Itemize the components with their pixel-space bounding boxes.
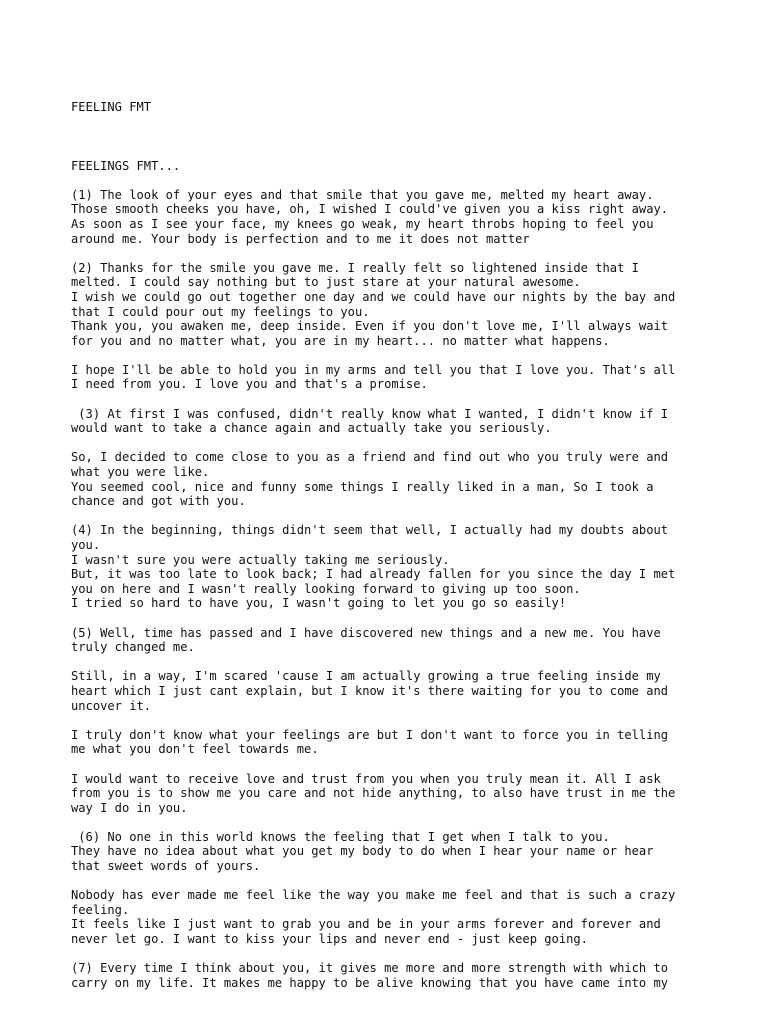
text-line: (3) At first I was confused, didn't really know what I wanted, I didn't know if I [71,406,669,421]
text-line: They have no idea about what you get my body to do when I hear your name or hear [71,844,654,859]
text-line: carry on my life. It makes me happy to be alive knowing that you have came into my [71,975,669,990]
paragraph [71,961,711,990]
text-line: truly changed me. [71,640,195,655]
paragraph [71,450,711,508]
text-line: uncover it. [71,698,152,713]
paragraph [71,188,711,246]
text-line: I wish we could go out together one day and we could have our nights by the bay and [71,289,676,304]
text-line: that sweet words of yours. [71,859,261,874]
text-line: chance and got with you. [71,494,246,509]
text-line: way I do in you. [71,800,188,815]
text-line: around me. Your body is perfection and to me it does not matter [71,231,530,246]
text-line: from you is to show me you care and not hide anything, to also have trust in me the [71,786,676,801]
text-line: that I could pour out my feelings to you. [71,304,370,319]
text-line: melted. I could say nothing but to just stare at your natural awesome. [71,275,581,290]
text-line: would want to take a chance again and actually take you seriously. [71,421,552,436]
paragraph [71,669,711,713]
title-line: FEELING FMT [71,100,152,115]
text-line: feeling. [71,902,130,917]
text-line: me what you don't feel towards me. [71,742,319,757]
paragraph [71,407,711,436]
text-line: Those smooth cheeks you have, oh, I wished I could've given you a kiss right away. [71,202,669,217]
text-line: I tried so hard to have you, I wasn't going to let you go so easily! [71,596,567,611]
text-line: As soon as I see your face, my knees go weak, my heart throbs hoping to feel you [71,216,654,231]
text-line: (6) No one in this world knows the feeling that I get when I talk to you. [71,829,610,844]
paragraph [71,772,711,816]
paragraph [71,159,711,174]
text-line: Thank you, you awaken me, deep inside. Even if you don't love me, I'll always wait [71,319,669,334]
text-line: I truly don't know what your feelings are but I don't want to force you in telling [71,727,669,742]
document-page [71,71,711,1005]
text-line: what you were like. [71,465,210,480]
text-line: I hope I'll be able to hold you in my arms and tell you that I love you. That's all [71,362,676,377]
paragraph [71,523,711,611]
text-line: You seemed cool, nice and funny some things I really liked in a man, So I took a [71,479,654,494]
text-line: you on here and I wasn't really looking forward to giving up too soon. [71,581,581,596]
paragraph [71,888,711,946]
text-line: It feels like I just want to grab you and be in your arms forever and forever and [71,917,661,932]
text-line: Nobody has ever made me feel like the way you make me feel and that is such a crazy [71,888,676,903]
paragraph [71,626,711,655]
text-line: heart which I just cant explain, but I know it's there waiting for you to come and [71,683,669,698]
paragraph [71,363,711,392]
text-line: (7) Every time I think about you, it gives me more and more strength with which to [71,961,669,976]
text-line: I wasn't sure you were actually taking me seriously. [71,552,450,567]
text-line: Still, in a way, I'm scared 'cause I am actually growing a true feeling inside my [71,669,661,684]
text-line: for you and no matter what, you are in my heart... no matter what happens. [71,333,610,348]
text-line: (5) Well, time has passed and I have discovered new things and a new me. You have [71,625,661,640]
paragraph [71,261,711,349]
text-line: (1) The look of your eyes and that smile that you gave me, melted my heart away. [71,187,654,202]
document-body [71,159,711,991]
text-line: you. [71,538,101,552]
text-line: FEELINGS FMT... [71,158,181,173]
text-line: But, it was too late to look back; I had already fallen for you since the day I met [71,567,676,582]
text-line: I need from you. I love you and that's a promise. [71,377,428,392]
text-line: (4) In the beginning, things didn't seem that well, I actually had my doubts about [71,523,669,538]
text-line: I would want to receive love and trust from you when you truly mean it. All I ask [71,771,661,786]
text-line: never let go. I want to kiss your lips and never end - just keep going. [71,932,588,947]
paragraph [71,830,711,874]
paragraph [71,728,711,757]
text-line: (2) Thanks for the smile you gave me. I really felt so lightened inside that I [71,260,639,275]
text-line: So, I decided to come close to you as a friend and find out who you truly were and [71,450,669,465]
document-title [71,71,711,144]
